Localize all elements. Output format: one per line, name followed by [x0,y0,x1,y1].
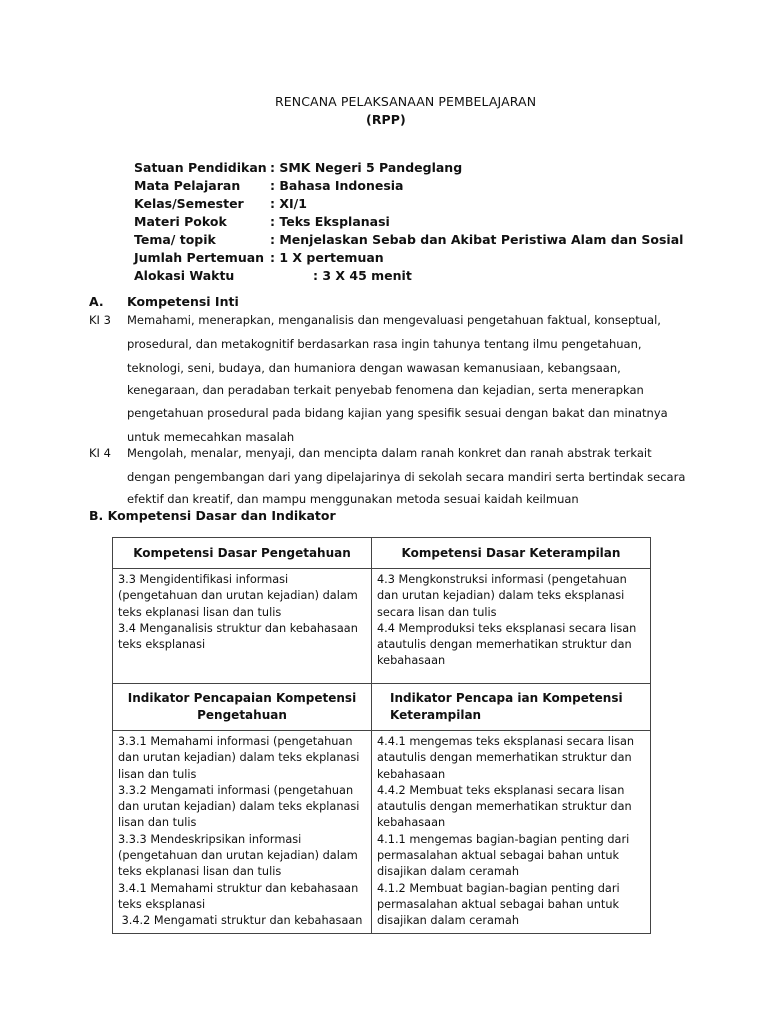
meta-value-pertemuan: : 1 X pertemuan [270,250,384,265]
indicator-line: lisan dan tulis [118,767,197,781]
indicator-line: kebahasaan [377,767,446,781]
indicator-line: 3.3.3 Mendeskripsikan informasi [118,832,302,846]
kd-line: atautulis dengan memerhatikan struktur dan [377,638,632,652]
kd-line: 3.3 Mengidentifikasi informasi [118,573,289,586]
kd-line: dan urutan kejadian) dalam teks eksplanasi [377,589,625,603]
kd-line: (pengetahuan dan urutan kejadian) dalam [118,589,358,603]
indicator-header-line: Pengetahuan [197,708,287,722]
ki4-line: efektif dan kreatif, dan mampu menggunakan metoda sesuai kaidah keilmuan [127,492,579,506]
indicator-header-pengetahuan [113,684,372,731]
kd-line: teks ekplanasi lisan dan tulis [118,605,282,619]
ki3-code: KI 3 [89,313,111,327]
indicator-header-keterampilan [372,684,651,731]
indicator-header-line: Keterampilan [390,708,482,722]
indicator-line: teks eksplanasi [118,897,206,911]
section-a-letter: A. [89,294,104,309]
kd-line: 4.4 Memproduksi teks eksplanasi secara lisan [377,621,637,635]
indicator-line: dan urutan kejadian) dalam teks ekplanasi [118,751,360,765]
indicator-line: disajikan dalam ceramah [377,865,519,879]
indicator-line: 4.4.1 mengemas teks eksplanasi secara lisan [377,735,635,748]
indicator-header-row [113,684,651,731]
ki4-line: dengan pengembangan dari yang dipelajarinya di sekolah secara mandiri serta bertindak secara [127,470,686,484]
indicator-content-row [113,731,651,934]
section-a-heading: Kompetensi Inti [127,294,239,309]
kd-header-row [113,538,651,569]
indicator-line: 3.4.1 Memahami struktur dan kebahasaan [118,881,359,895]
indicator-keterampilan-cell [372,731,651,934]
indicator-line: 4.4.2 Membuat teks eksplanasi secara lisan [377,783,625,797]
indicator-line: disajikan dalam ceramah [377,914,519,928]
kd-indicator-table [112,537,651,934]
indicator-line: 4.1.2 Membuat bagian-bagian penting dari [377,881,620,895]
meta-label-satuan: Satuan Pendidikan [134,160,267,175]
kd-line: 4.3 Mengkonstruksi informasi (pengetahuan [377,573,627,586]
meta-value-satuan: : SMK Negeri 5 Pandeglang [270,160,463,175]
meta-value-mapel: : Bahasa Indonesia [270,178,404,193]
meta-label-materi: Materi Pokok [134,214,227,229]
indicator-line: permasalahan aktual sebagai bahan untuk [377,849,620,863]
indicator-line: atautulis dengan memerhatikan struktur dan [377,751,632,765]
indicator-pengetahuan-cell [113,731,372,934]
kd-header-keterampilan: Kompetensi Dasar Keterampilan [372,538,651,569]
meta-label-mapel: Mata Pelajaran [134,178,241,193]
ki3-line: teknologi, seni, budaya, dan humaniora dengan wawasan kemanusiaan, kebangsaan, [127,361,621,375]
kd-line: kebahasaan [377,654,446,668]
meta-value-materi: : Teks Eksplanasi [270,214,390,229]
section-b-heading: B. Kompetensi Dasar dan Indikator [89,508,336,523]
indicator-line: kebahasaan [377,816,446,830]
indicator-line: (pengetahuan dan urutan kejadian) dalam [118,849,358,863]
ki4-code: KI 4 [89,446,111,460]
indicator-header-line: Indikator Pencapaian Kompetensi [127,691,357,705]
meta-label-tema: Tema/ topik [134,232,216,247]
document-title: RENCANA PELAKSANAAN PEMBELAJARAN [275,94,537,109]
indicator-line: dan urutan kejadian) dalam teks ekplanasi [118,800,360,814]
meta-label-kelas: Kelas/Semester [134,196,244,211]
kd-line: 3.4 Menganalisis struktur dan kebahasaan [118,621,358,635]
kd-pengetahuan-cell [113,569,372,684]
meta-value-tema: : Menjelaskan Sebab dan Akibat Peristiwa Alam dan Sosial [270,232,684,247]
indicator-line: permasalahan aktual sebagai bahan untuk [377,897,620,911]
indicator-line: 3.3.2 Mengamati informasi (pengetahuan [118,783,354,797]
indicator-line: teks ekplanasi lisan dan tulis [118,865,282,879]
kd-header-pengetahuan: Kompetensi Dasar Pengetahuan [113,538,372,569]
kd-keterampilan-cell [372,569,651,684]
meta-value-kelas: : XI/1 [270,196,307,211]
indicator-line: lisan dan tulis [118,816,197,830]
indicator-line: 3.3.1 Memahami informasi (pengetahuan [118,735,353,748]
kd-content-row [113,569,651,684]
indicator-line: 3.4.2 Mengamati struktur dan kebahasaan [118,914,363,928]
ki3-line: kenegaraan, dan peradaban terkait penyebab fenomena dan kejadian, serta menerapkan [127,383,644,397]
kd-line: teks eksplanasi [118,638,206,652]
indicator-header-line: Indikator Pencapa ian Kompetensi [390,691,623,705]
ki3-line: Memahami, menerapkan, menganalisis dan mengevaluasi pengetahuan faktual, konseptual, [127,313,661,327]
ki3-line: prosedural, dan metakognitif berdasarkan rasa ingin tahunya tentang ilmu pengetahuan, [127,337,642,351]
meta-label-pertemuan: Jumlah Pertemuan [134,250,265,265]
ki3-line: untuk memecahkan masalah [127,430,295,444]
indicator-line: 4.1.1 mengemas bagian-bagian penting dari [377,832,630,846]
document-subtitle: (RPP) [366,112,406,127]
meta-label-alokasi: Alokasi Waktu [134,268,235,283]
ki3-line: pengetahuan prosedural pada bidang kajian yang spesifik sesuai dengan bakat dan minatnya [127,406,668,420]
kd-line: secara lisan dan tulis [377,605,497,619]
indicator-line: atautulis dengan memerhatikan struktur dan [377,800,632,814]
meta-value-alokasi: : 3 X 45 menit [313,268,412,283]
ki4-line: Mengolah, menalar, menyaji, dan mencipta dalam ranah konkret dan ranah abstrak terkait [127,446,652,460]
